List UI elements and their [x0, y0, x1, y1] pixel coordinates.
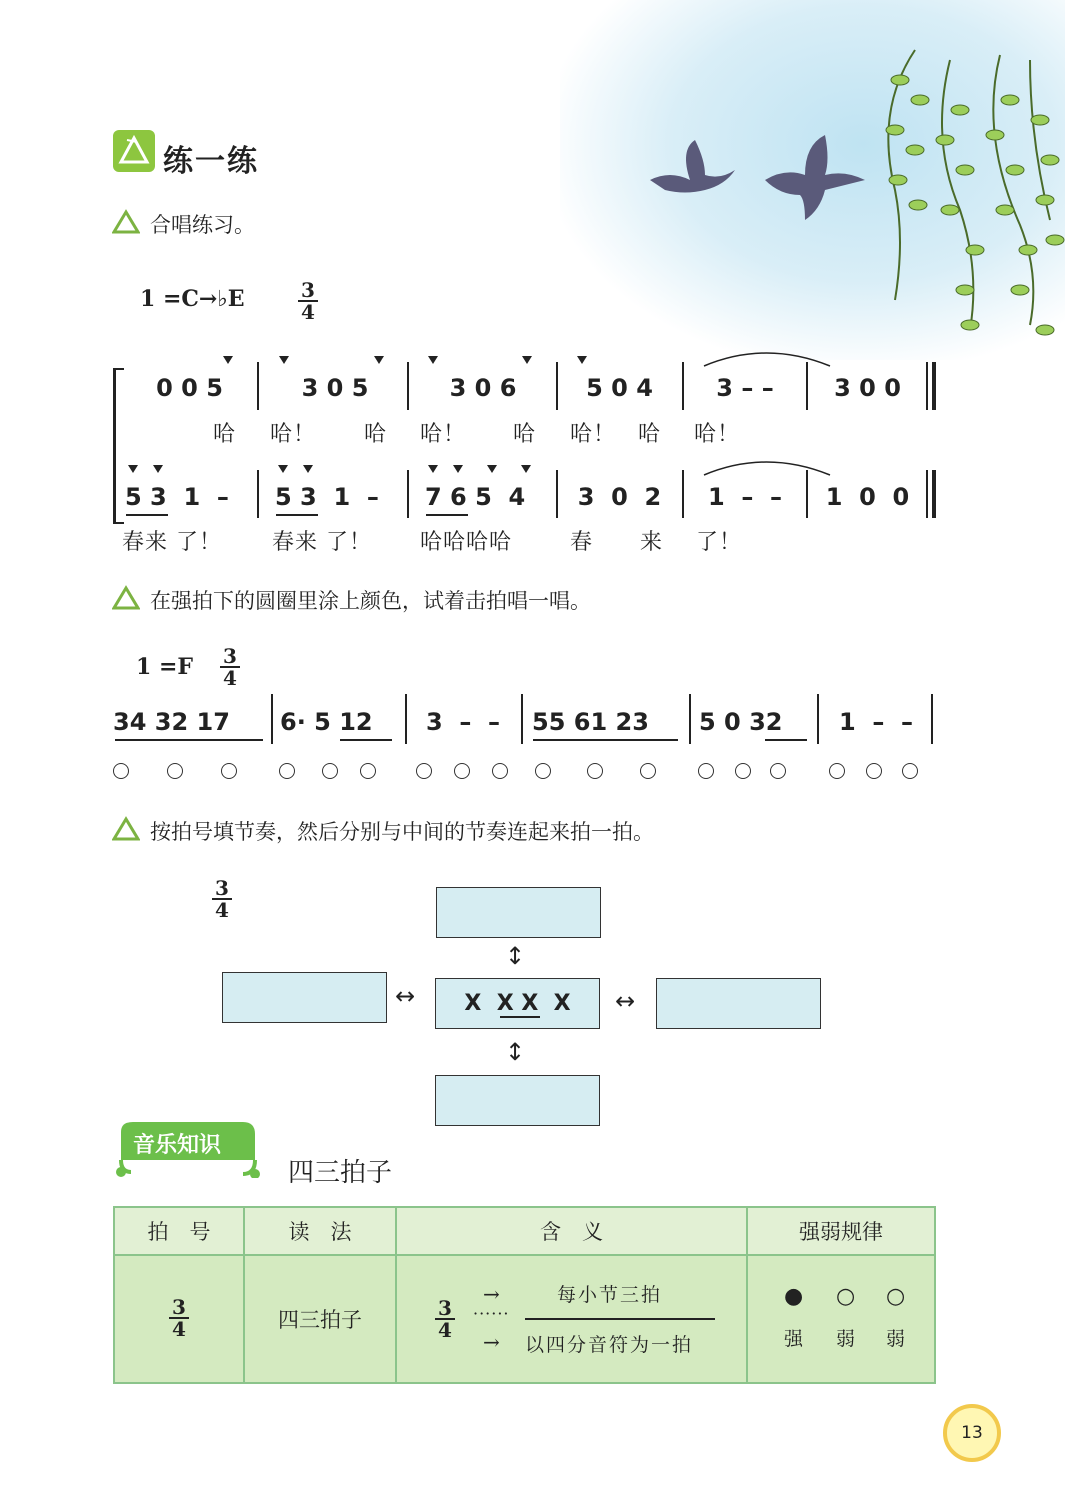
- accent-mark: [223, 356, 233, 364]
- underline-beam: [115, 739, 263, 741]
- beat-circle[interactable]: [902, 763, 918, 779]
- lyric: 来: [640, 530, 664, 555]
- section-title: 练一练: [163, 144, 259, 179]
- beat-circle[interactable]: [770, 763, 786, 779]
- pattern-cell: [747, 1255, 935, 1383]
- beat-circle[interactable]: [829, 763, 845, 779]
- beat-circle[interactable]: [167, 763, 183, 779]
- measure: 6· 5 12: [280, 708, 373, 736]
- beat-circle[interactable]: [221, 763, 237, 779]
- time-top: 3: [169, 1297, 189, 1319]
- bird-icon: [765, 135, 865, 220]
- final-barline: [932, 362, 936, 410]
- lyric: 春来 了！: [272, 530, 372, 555]
- lyric: 哈: [213, 422, 237, 447]
- dotted-leader: ······: [473, 1304, 510, 1323]
- barline: [556, 362, 558, 410]
- accent-mark: [453, 465, 463, 473]
- reading-cell: 四三拍子: [244, 1255, 396, 1383]
- measure: 3 0 0: [834, 374, 901, 402]
- measure: 5 0 4: [586, 374, 653, 402]
- measure: 1 – –: [707, 483, 783, 511]
- barline: [407, 362, 409, 410]
- time-top: 3: [212, 878, 232, 900]
- measure: 5 3 1 –: [125, 483, 229, 511]
- beat-label: 弱: [836, 1328, 856, 1350]
- time-top: 3: [298, 280, 318, 302]
- accent-mark: [487, 465, 497, 473]
- barline: [926, 362, 928, 410]
- vertical-arrow-icon: ↕: [505, 1038, 526, 1066]
- score1-key: 1 =C→♭E: [140, 286, 245, 312]
- rhythm-time-signature: [212, 878, 232, 920]
- music-knowledge-tag: [113, 1120, 263, 1178]
- time-bottom: 4: [301, 300, 315, 324]
- beat-circle[interactable]: [866, 763, 882, 779]
- lyric: 哈哈哈哈: [420, 530, 513, 555]
- score1-time-signature: [298, 280, 318, 322]
- beat-circle[interactable]: [640, 763, 656, 779]
- task-2-instruction: 在强拍下的圆圈里涂上颜色，试着击拍唱一唱。: [150, 589, 591, 613]
- bird-icon: [650, 140, 735, 193]
- accent-mark: [303, 465, 313, 473]
- underline-beam: [276, 514, 318, 516]
- lyric: 春: [570, 530, 594, 555]
- beat-circle[interactable]: [587, 763, 603, 779]
- triangle-bullet-icon: [112, 815, 140, 843]
- beat-circle[interactable]: [454, 763, 470, 779]
- lyric: 哈: [364, 422, 388, 447]
- lyric: 哈！: [420, 422, 467, 447]
- underline-beam: [426, 514, 468, 516]
- final-barline: [932, 470, 936, 518]
- underline-beam: [765, 739, 807, 741]
- time-top: 3: [220, 646, 240, 668]
- task-3-instruction: 按拍号填节奏，然后分别与中间的节奏连起来拍一拍。: [150, 820, 654, 844]
- accent-mark: [577, 356, 587, 364]
- sign-cell: [114, 1255, 244, 1383]
- meaning-bottom: 以四分音符为一拍: [525, 1334, 694, 1356]
- accent-mark: [374, 356, 384, 364]
- table-row: [114, 1255, 935, 1383]
- time-signature: [435, 1298, 455, 1340]
- time-bottom: 4: [215, 898, 229, 922]
- barline: [931, 694, 933, 744]
- barline: [521, 694, 523, 744]
- beat-circle[interactable]: [535, 763, 551, 779]
- lyric: 了！: [696, 530, 743, 555]
- header-cell: 含 义: [396, 1207, 747, 1255]
- lyric: 哈: [513, 422, 537, 447]
- lyric: 哈！: [270, 422, 317, 447]
- barline: [556, 470, 558, 518]
- barline: [817, 694, 819, 744]
- accent-mark: [521, 465, 531, 473]
- meaning-top: 每小节三拍: [557, 1284, 663, 1306]
- header-cell: 拍 号: [114, 1207, 244, 1255]
- tag-label: 音乐知识: [133, 1133, 222, 1158]
- measure: 0 0 5: [156, 374, 223, 402]
- barline: [257, 362, 259, 410]
- barline: [405, 694, 407, 744]
- time-bottom: 4: [438, 1318, 452, 1342]
- barline: [271, 694, 273, 744]
- triangle-bullet-icon: [112, 584, 140, 612]
- rhythm-box-center: X X X X: [435, 978, 600, 1029]
- lyric: 哈！: [570, 422, 617, 447]
- time-top: 3: [435, 1298, 455, 1320]
- barline: [407, 470, 409, 518]
- barline: [682, 470, 684, 518]
- score2-time-signature: [220, 646, 240, 688]
- accent-mark: [128, 465, 138, 473]
- meaning-cell: [396, 1255, 747, 1383]
- accent-mark: [279, 356, 289, 364]
- measure: 3 0 5: [301, 374, 369, 402]
- measure: 7 6 5 4: [425, 483, 526, 511]
- beat-circle[interactable]: [735, 763, 751, 779]
- barline: [257, 470, 259, 518]
- weak-beat-icon: ○: [886, 1284, 906, 1309]
- beat-circle[interactable]: [492, 763, 508, 779]
- beat-circle[interactable]: [113, 763, 129, 779]
- underline-beam: [340, 739, 392, 741]
- measure: 3 – –: [716, 374, 774, 402]
- lyric: 春来 了！: [122, 530, 222, 555]
- measure: 3 0 2: [577, 483, 662, 511]
- beat-label: 弱: [886, 1328, 906, 1350]
- header-cell: 读 法: [244, 1207, 396, 1255]
- beat-circle[interactable]: [322, 763, 338, 779]
- beat-circle[interactable]: [360, 763, 376, 779]
- task-1-instruction: 合唱练习。: [150, 213, 255, 237]
- lyric: 哈: [638, 422, 662, 447]
- accent-mark: [522, 356, 532, 364]
- rhythm-box-bottom[interactable]: [435, 1075, 600, 1126]
- time-bottom: 4: [172, 1317, 186, 1341]
- measure: 5 3 1 –: [275, 483, 379, 511]
- barline: [689, 694, 691, 744]
- meaning-divider: [525, 1318, 715, 1320]
- measure: 1 – –: [838, 708, 914, 736]
- score2-key: 1 =F: [136, 654, 194, 680]
- accent-mark: [278, 465, 288, 473]
- underline-beam: [126, 514, 168, 516]
- lyric: 哈！: [694, 422, 741, 447]
- horizontal-arrow-icon: ↔: [395, 982, 416, 1010]
- right-arrow-icon: →: [483, 1330, 500, 1354]
- beat-label: 强: [784, 1328, 804, 1350]
- barline: [682, 362, 684, 410]
- strong-beat-icon: ●: [784, 1284, 804, 1309]
- measure: 5 0 32: [699, 708, 783, 736]
- underline-beam: [500, 1016, 540, 1018]
- beat-circle[interactable]: [698, 763, 714, 779]
- time-signature: [169, 1297, 189, 1339]
- accent-mark: [153, 465, 163, 473]
- rhythm-box-right[interactable]: [656, 978, 821, 1029]
- measure: 34 32 17: [113, 708, 230, 736]
- knowledge-table: [113, 1206, 936, 1384]
- measure: 55 61 23: [532, 708, 649, 736]
- system-bracket: [113, 368, 124, 524]
- rhythm-box-top[interactable]: [436, 887, 601, 938]
- right-arrow-icon: →: [483, 1282, 500, 1306]
- triangle-bullet-icon: [112, 208, 140, 236]
- tie-arc: [700, 346, 835, 370]
- table-header-row: [114, 1207, 935, 1255]
- accent-mark: [428, 356, 438, 364]
- barline: [926, 470, 928, 518]
- measure: 3 – –: [425, 708, 501, 736]
- beat-circle[interactable]: [279, 763, 295, 779]
- tie-arc: [700, 455, 835, 479]
- birds-willow-illustration: [630, 40, 1065, 350]
- measure: 3 0 6: [449, 374, 517, 402]
- time-bottom: 4: [223, 666, 237, 690]
- header-cell: 强弱规律: [747, 1207, 935, 1255]
- knowledge-title: 四三拍子: [288, 1158, 393, 1188]
- underline-beam: [533, 739, 678, 741]
- page-number: 13: [943, 1404, 1001, 1462]
- horizontal-arrow-icon: ↔: [615, 987, 636, 1015]
- measure: 1 0 0: [825, 483, 910, 511]
- triangle-instrument-icon: [113, 130, 155, 172]
- rhythm-box-left[interactable]: [222, 972, 387, 1023]
- beat-circle[interactable]: [416, 763, 432, 779]
- weak-beat-icon: ○: [836, 1284, 856, 1309]
- accent-mark: [428, 465, 438, 473]
- vertical-arrow-icon: ↕: [505, 942, 526, 970]
